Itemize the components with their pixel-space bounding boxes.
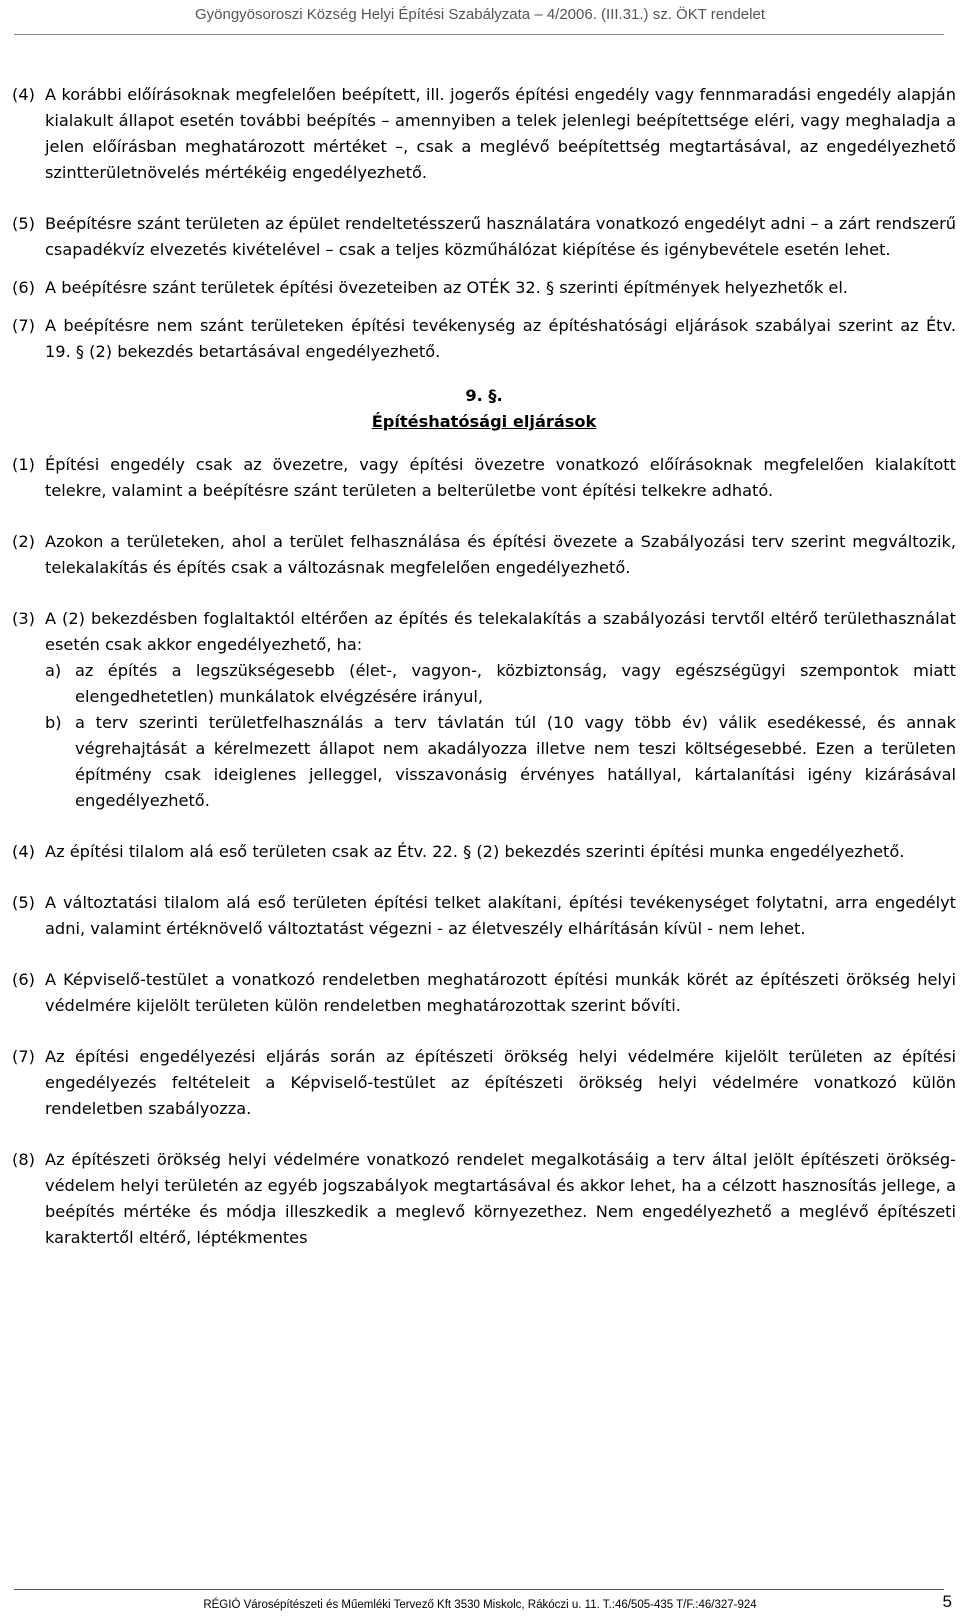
paragraph — [12, 606, 956, 814]
paragraph-number: (3) — [12, 609, 35, 628]
list-item — [45, 658, 956, 710]
paragraph-text: Építési engedély csak az övezetre, vagy építési övezetre vonatkozó előírásoknak megfelelően kialakított telekre, valamint a beépítésre szánt területen a belterületbe vont építési telkekre adható. — [45, 455, 956, 500]
paragraph-number: (4) — [12, 85, 35, 104]
paragraph-number: (6) — [12, 970, 35, 989]
paragraph-text: A (2) bekezdésben foglaltaktól eltérően az építés és telekalakítás a szabályozási tervtől eltérő területhasználat esetén csak akkor engedélyezhető, ha: — [45, 609, 956, 654]
paragraph — [12, 890, 956, 942]
paragraph-text: Az építési tilalom alá eső területen csak az Étv. 22. § (2) bekezdés szerinti építési munka engedélyezhető. — [45, 842, 905, 861]
paragraph — [12, 1044, 956, 1122]
paragraph-number: (7) — [12, 316, 35, 335]
list-item-label: b) — [45, 713, 62, 732]
paragraph-text: Azokon a területeken, ahol a terület felhasználása és építési övezete a Szabályozási terv szerint megváltozik, telekalakítás és építés csak a változásnak megfelelően engedélyezhető. — [45, 532, 956, 577]
paragraph — [12, 313, 956, 365]
section-title: Építéshatósági eljárások — [371, 412, 597, 431]
paragraph — [12, 82, 956, 186]
page-number: 5 — [942, 1592, 952, 1611]
page-footer: RÉGIÓ Városépítészeti és Műemléki Tervező Kft 3530 Miskolc, Rákóczi u. 11. T.:46/505-435 T/F.:46/327-924 — [203, 1599, 757, 1611]
paragraph-text: Az építési engedélyezési eljárás során az építészeti örökség helyi védelmére kijelölt területen az építési engedélyezés feltételeit a Képviselő-testület az építészeti örökség helyi védelmére vonatkozó külön rendeletben szabályozza. — [45, 1047, 956, 1118]
paragraph-number: (7) — [12, 1047, 35, 1066]
paragraph — [12, 1147, 956, 1251]
list-item-text: a terv szerinti területfelhasználás a terv távlatán túl (10 vagy több év) válik esedékessé, és annak végrehajtását a kérelmezett állapot nem akadályozza illetve nem teszi költségesebbé. Ezen a területen építmény csak ideiglenes jelleggel, visszavonásig érvényes hatállyal, kártalanítási igény kizárásával engedélyezhető. — [75, 713, 956, 810]
paragraph-body — [45, 606, 956, 814]
page-header: Gyöngyösoroszi Község Helyi Építési Szabályzata – 4/2006. (III.31.) sz. ÖKT rendelet — [194, 6, 765, 23]
list-item — [45, 710, 956, 814]
paragraph — [12, 529, 956, 581]
paragraph-number: (1) — [12, 455, 35, 474]
list-item-label: a) — [45, 661, 62, 680]
paragraph-text: A beépítésre szánt területek építési övezeteiben az OTÉK 32. § szerinti építmények helyezhetők el. — [45, 278, 848, 297]
paragraph — [12, 275, 956, 301]
paragraph — [12, 452, 956, 504]
paragraph-text: A Képviselő-testület a vonatkozó rendeletben meghatározott építési munkák körét az építészeti örökség helyi védelmére kijelölt területen külön rendeletben meghatározottak szerint bővíti. — [45, 970, 956, 1015]
paragraph-number: (5) — [12, 893, 35, 912]
paragraph-number: (5) — [12, 214, 35, 233]
paragraph-text: A korábbi előírásoknak megfelelően beépített, ill. jogerős építési engedély vagy fennmaradási engedély alapján kialakult állapot esetén további beépítés – amennyiben a telek jelenlegi beépítettsége eléri, vagy meghaladja a jelen előírásban meghatározott mértéket –, csak a meglévő beépítettség megtartásával, az engedélyezhető szintterületnövelés mértékéig engedélyezhető. — [45, 85, 956, 182]
paragraph — [12, 839, 956, 865]
section-number: 9. §. — [465, 386, 503, 405]
paragraph-text: A beépítésre nem szánt területeken építési tevékenység az építéshatósági eljárások szabályai szerint az Étv. 19. § (2) bekezdés betartásával engedélyezhető. — [45, 316, 956, 361]
paragraph-number: (4) — [12, 842, 35, 861]
list-item-text: az építés a legszükségesebb (élet-, vagyon-, közbiztonság, vagy egészségügyi szempontok miatt elengedhetetlen) munkálatok elvégzésére irányul, — [75, 661, 956, 706]
paragraph-text: Az építészeti örökség helyi védelmére vonatkozó rendelet megalkotásáig a terv által jelölt építészeti örökség-védelem helyi területén az egyéb jogszabályok megtartásával és akkor lehet, ha a célzott hasznosítás jellege, a beépítés mértéke és módja illeszkedik a meglevő környezethez. Nem engedélyezhető a meglévő építészeti karaktertől eltérő, léptékmentes — [45, 1150, 956, 1247]
paragraph-number: (6) — [12, 278, 35, 297]
paragraph-number: (8) — [12, 1150, 35, 1169]
header-divider — [14, 34, 944, 35]
paragraph-text: A változtatási tilalom alá eső területen építési telket alakítani, építési tevékenységet folytatni, arra engedélyt adni, valamint értéknövelő változtatást végezni - az életveszély elhárításán kívül - nem lehet. — [45, 893, 956, 938]
paragraph — [12, 211, 956, 263]
section-title-wrap — [12, 409, 956, 435]
paragraph-text: Beépítésre szánt területen az épület rendeltetésszerű használatára vonatkozó engedélyt adni – a zárt rendszerű csapadékvíz elvezetés kivételével – csak a teljes közműhálózat kiépítése és igénybevétele esetén lehet. — [45, 214, 956, 259]
paragraph-number: (2) — [12, 532, 35, 551]
paragraph — [12, 967, 956, 1019]
document-body — [12, 82, 956, 1251]
footer-divider — [14, 1589, 944, 1590]
